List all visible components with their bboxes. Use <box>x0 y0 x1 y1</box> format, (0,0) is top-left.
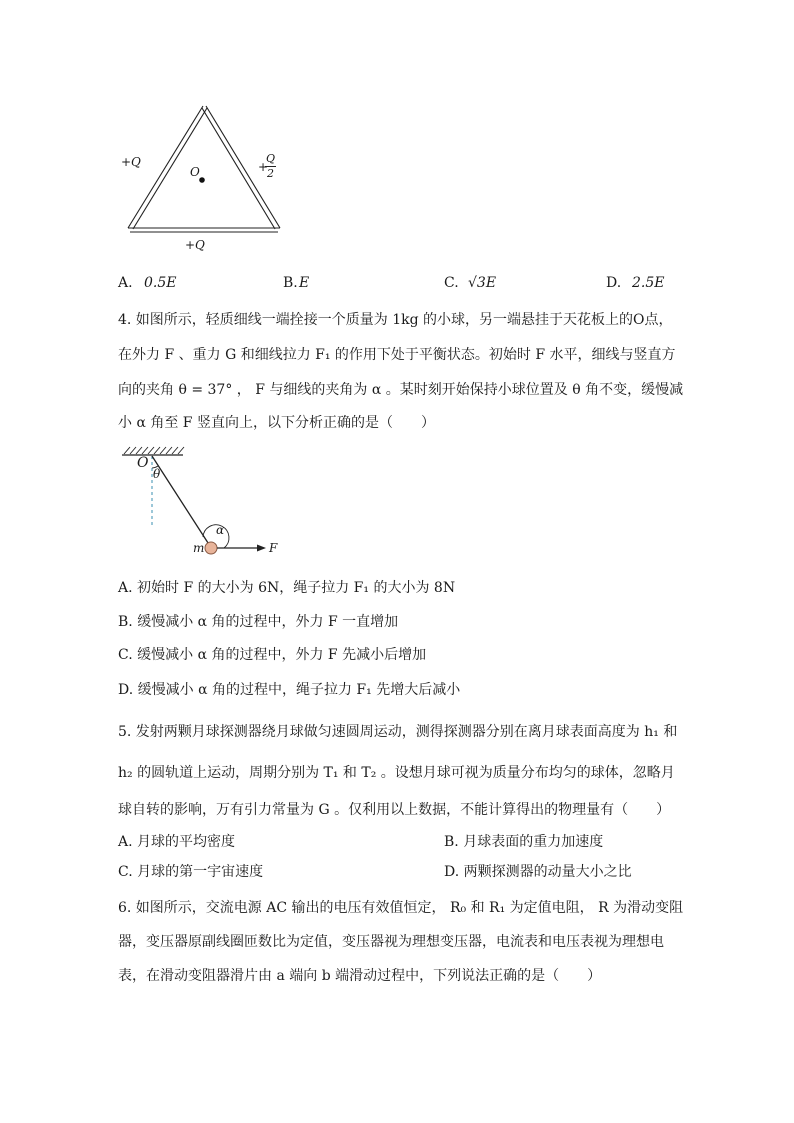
q5-stem-line-3: 球自转的影响，万有引力常量为 G 。仅利用以上数据，不能计算得出的物理量有（ ） <box>118 802 671 818</box>
q3-option-d-letter: D. <box>606 275 622 291</box>
q4-stem-line-4: 小 α 角至 F 竖直向上，以下分析正确的是（ ） <box>118 415 435 431</box>
bottom-rod-charge-label: +Q <box>185 238 205 252</box>
q3-option-d-value: 2.5E <box>632 275 665 291</box>
q5-stem-line-2: h₂ 的圆轨道上运动，周期分别为 T₁ 和 T₂ 。设想月球可视为质量分布均匀的球体，忽略月 <box>118 765 675 781</box>
q5-option-d: D. 两颗探测器的动量大小之比 <box>444 864 632 880</box>
right-rod-charge-prefix: + <box>258 160 269 174</box>
q5-option-b: B. 月球表面的重力加速度 <box>444 834 604 850</box>
q4-stem-line-2: 在外力 F 、重力 G 和细线拉力 F₁ 的作用下处于平衡状态。初始时 F 水平，细线与竖直方 <box>118 347 676 363</box>
theta-label: θ <box>153 467 161 481</box>
q5-option-a: A. 月球的平均密度 <box>118 834 236 850</box>
alpha-label: α <box>216 523 225 537</box>
q6-stem-line-1: 6. 如图所示，交流电源 AC 输出的电压有效值恒定， R₀ 和 R₁ 为定值电阻， R 为滑动变阻 <box>118 900 684 916</box>
q4-stem-line-1: 4. 如图所示，轻质细线一端拴接一个质量为 1kg 的小球，另一端悬挂于天花板上的O点， <box>118 312 673 328</box>
q3-option-b-letter: B. <box>283 275 298 291</box>
q6-stem-line-3: 表，在滑动变阻器滑片由 a 端向 b 端滑动过程中，下列说法正确的是（ ） <box>118 968 602 984</box>
pivot-o-label: O <box>137 455 149 471</box>
q3-option-a-letter: A. <box>118 275 133 291</box>
right-rod-charge-numerator: Q <box>266 152 276 165</box>
q4-option-c: C. 缓慢减小 α 角的过程中，外力 F 先减小后增加 <box>118 647 427 663</box>
q4-option-d: D. 缓慢减小 α 角的过程中，绳子拉力 F₁ 先增大后减小 <box>118 682 461 698</box>
right-rod-charge-denominator: 2 <box>267 167 274 180</box>
center-o-label: O <box>190 165 200 179</box>
q5-stem-line-1: 5. 发射两颗月球探测器绕月球做匀速圆周运动，测得探测器分别在离月球表面高度为 h₁ 和 <box>118 724 678 740</box>
q3-option-c-letter: C. <box>444 275 459 291</box>
q4-option-a: A. 初始时 F 的大小为 6N，绳子拉力 F₁ 的大小为 8N <box>118 580 456 596</box>
q3-option-b-value: E <box>299 275 310 291</box>
q6-stem-line-2: 器，变压器原副线圈匝数比为定值，变压器视为理想变压器，电流表和电压表视为理想电 <box>118 934 664 950</box>
q3-option-c-value: √3E <box>468 275 497 291</box>
q4-option-b: B. 缓慢减小 α 角的过程中，外力 F 一直增加 <box>118 614 399 630</box>
q3-option-a-value: 0.5E <box>144 275 177 291</box>
q5-option-c: C. 月球的第一宇宙速度 <box>118 864 264 880</box>
left-rod-charge-label: +Q <box>121 155 141 169</box>
q4-stem-line-3: 向的夹角 θ = 37° ， F 与细线的夹角为 α 。某时刻开始保持小球位置及 θ 角不变，缓慢减 <box>118 382 684 398</box>
force-f-label: F <box>269 541 278 555</box>
mass-m-label: m <box>193 541 205 555</box>
